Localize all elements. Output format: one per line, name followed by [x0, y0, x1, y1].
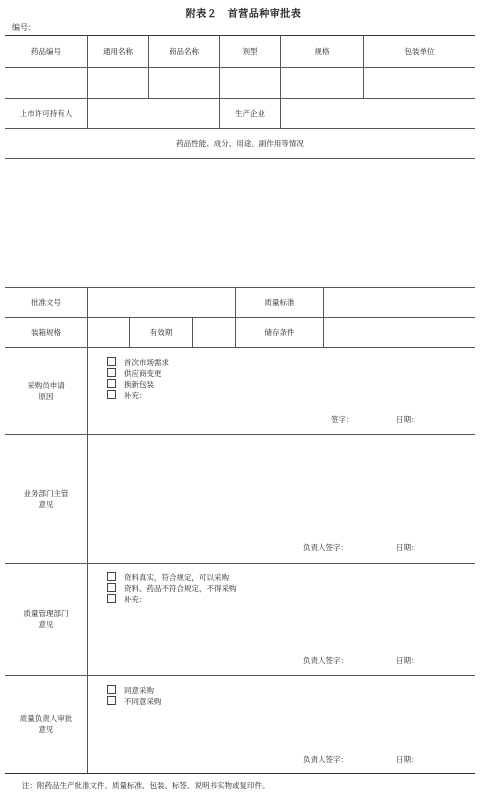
business-label: 业务部门主管 意见: [23, 488, 69, 509]
purchaser-option[interactable]: 首次市场需求: [107, 357, 169, 368]
quality-std-field[interactable]: [324, 288, 475, 317]
drug-code-field[interactable]: [5, 68, 87, 98]
col-divider: [87, 347, 88, 773]
checkbox[interactable]: [107, 583, 116, 592]
checkbox[interactable]: [107, 379, 116, 388]
qa-head-option[interactable]: 不同意采购: [107, 696, 162, 707]
qa-head-date-label: 日期：: [396, 755, 419, 764]
business-opinion-field[interactable]: [88, 436, 475, 536]
col-header-trade-name: 商品名称: [169, 46, 199, 56]
col-header-specification: 规格: [314, 46, 330, 56]
checkbox[interactable]: [107, 390, 116, 399]
specification-field[interactable]: [281, 68, 363, 98]
business-sign-label: 负责人签字：: [303, 543, 348, 552]
serial-label: 编号：: [12, 23, 36, 32]
purchaser-option[interactable]: 供应商变更: [107, 368, 169, 379]
checkbox[interactable]: [107, 572, 116, 581]
validity-field[interactable]: [193, 318, 235, 347]
purchaser-option[interactable]: 换新包装: [107, 379, 169, 390]
checkbox[interactable]: [107, 685, 116, 694]
checkbox[interactable]: [107, 696, 116, 705]
checkbox[interactable]: [107, 594, 116, 603]
holder-label: 上市许可持有人: [19, 108, 73, 118]
table-bottom-border: [5, 773, 475, 774]
qa-head-option[interactable]: 同意采购: [107, 685, 162, 696]
checkbox[interactable]: [107, 368, 116, 377]
packing-spec-label: 装箱规格: [31, 327, 61, 337]
properties-label: 药品性能、成分、用途、副作用等情况: [176, 138, 304, 148]
business-date-label: 日期：: [396, 543, 419, 552]
packing-spec-field[interactable]: [88, 318, 129, 347]
qa-dept-option[interactable]: 补充：: [107, 594, 237, 605]
purchaser-sign-label: 签字：: [331, 415, 354, 424]
trade-name-field[interactable]: [149, 68, 219, 98]
qa-dept-date-label: 日期：: [396, 656, 419, 665]
col-header-dosage-form: 剂型: [242, 46, 258, 56]
quality-std-label: 质量标准: [264, 297, 295, 307]
storage-label: 储存条件: [264, 327, 295, 337]
purchaser-date-label: 日期：: [396, 415, 419, 424]
qa-dept-option[interactable]: 资料真实，符合规定，可以采购: [107, 572, 237, 583]
qa-head-label: 质量负责人审批 意见: [19, 714, 73, 734]
footnote: 注：附药品生产批准文件、质量标准、包装、标签、说明书实物或复印件。: [22, 781, 270, 790]
qa-dept-label: 质量管理部门 意见: [23, 609, 69, 629]
dosage-form-field[interactable]: [220, 68, 280, 98]
properties-field[interactable]: [5, 159, 475, 287]
manufacturer-field[interactable]: [281, 99, 475, 128]
storage-field[interactable]: [324, 318, 475, 347]
qa-head-sign-label: 负责人签字：: [303, 755, 348, 764]
qa-dept-options: [107, 572, 237, 605]
purchaser-option[interactable]: 补充：: [107, 390, 169, 401]
col-header-drug-code: 药品编号: [31, 46, 61, 56]
col-header-generic-name: 通用名称: [103, 46, 133, 56]
qa-head-options: [107, 685, 162, 707]
package-unit-field[interactable]: [364, 68, 475, 98]
approval-no-field[interactable]: [88, 288, 235, 317]
form-title: 附表２ 首营品种审批表: [185, 9, 302, 20]
approval-no-label: 批准文号: [31, 297, 61, 307]
purchaser-label: 采购员申请 原因: [27, 380, 65, 401]
holder-field[interactable]: [88, 99, 219, 128]
checkbox[interactable]: [107, 357, 116, 366]
purchaser-options: [107, 357, 169, 401]
manufacturer-label: 生产企业: [235, 108, 265, 118]
generic-name-field[interactable]: [88, 68, 148, 98]
qa-dept-sign-label: 负责人签字：: [303, 656, 348, 665]
validity-label: 有效期: [149, 327, 173, 337]
qa-dept-option[interactable]: 资料、药品不符合规定，不得采购: [107, 583, 237, 594]
col-header-package-unit: 包装单位: [404, 46, 435, 56]
